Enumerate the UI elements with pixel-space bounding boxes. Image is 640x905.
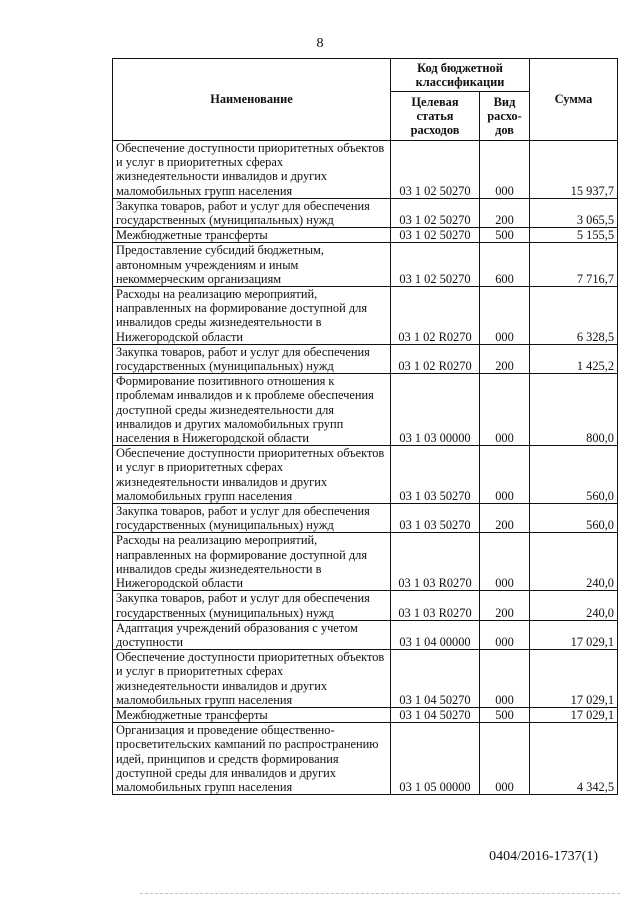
- table-row: [113, 228, 618, 243]
- row-sum: 7 716,7: [530, 243, 618, 287]
- table-row: [113, 198, 618, 227]
- row-name: Закупка товаров, работ и услуг для обеспечения государственных (муниципальных) нужд: [113, 504, 391, 533]
- row-target-article: 03 1 02 50270: [391, 198, 480, 227]
- row-sum: 17 029,1: [530, 650, 618, 708]
- header-target-article: Целевая статья расходов: [391, 92, 480, 141]
- row-name: Межбюджетные трансферты: [113, 228, 391, 243]
- row-expense-type: 600: [480, 243, 530, 287]
- row-expense-type: 500: [480, 228, 530, 243]
- row-expense-type: 000: [480, 374, 530, 446]
- table-header: [113, 59, 618, 141]
- row-name: Обеспечение доступности приоритетных объектов и услуг в приоритетных сферах жизнедеятельности инвалидов и других маломобильных групп населения: [113, 141, 391, 199]
- row-target-article: 03 1 03 R0270: [391, 533, 480, 591]
- row-expense-type: 500: [480, 707, 530, 722]
- header-code-group: Код бюджетной классификации: [391, 59, 530, 92]
- row-name: Формирование позитивного отношения к проблемам инвалидов и к проблеме обеспечения доступной среды жизнедеятельности для инвалидов и других маломобильных групп населения в Нижегородской области: [113, 374, 391, 446]
- table-row: [113, 374, 618, 446]
- row-sum: 1 425,2: [530, 344, 618, 373]
- row-sum: 15 937,7: [530, 141, 618, 199]
- row-name: Адаптация учреждений образования с учетом доступности: [113, 620, 391, 649]
- document-code: 0404/2016-1737(1): [489, 849, 598, 864]
- row-name: Закупка товаров, работ и услуг для обеспечения государственных (муниципальных) нужд: [113, 198, 391, 227]
- header-expense-type: Вид расхо-дов: [480, 92, 530, 141]
- row-target-article: 03 1 02 R0270: [391, 344, 480, 373]
- table-row: [113, 287, 618, 345]
- row-sum: 800,0: [530, 374, 618, 446]
- row-expense-type: 200: [480, 591, 530, 620]
- table-row: [113, 504, 618, 533]
- row-expense-type: 000: [480, 620, 530, 649]
- table-body: [113, 141, 618, 795]
- row-name: Расходы на реализацию мероприятий, направленных на формирование доступной для инвалидов среды жизнедеятельности в Нижегородской области: [113, 533, 391, 591]
- table-row: [113, 723, 618, 795]
- row-target-article: 03 1 04 00000: [391, 620, 480, 649]
- header-name: Наименование: [113, 59, 391, 141]
- row-target-article: 03 1 03 R0270: [391, 591, 480, 620]
- row-target-article: 03 1 03 50270: [391, 504, 480, 533]
- table-row: [113, 650, 618, 708]
- row-name: Обеспечение доступности приоритетных объектов и услуг в приоритетных сферах жизнедеятельности инвалидов и других маломобильных групп населения: [113, 650, 391, 708]
- row-target-article: 03 1 02 50270: [391, 228, 480, 243]
- row-target-article: 03 1 03 00000: [391, 374, 480, 446]
- row-sum: 5 155,5: [530, 228, 618, 243]
- header-row-1: [113, 59, 618, 92]
- table-row: [113, 591, 618, 620]
- row-sum: 3 065,5: [530, 198, 618, 227]
- header-sum: Сумма: [530, 59, 618, 141]
- row-name: Межбюджетные трансферты: [113, 707, 391, 722]
- row-expense-type: 000: [480, 723, 530, 795]
- row-name: Предоставление субсидий бюджетным, автономным учреждениям и иным некоммерческим организациям: [113, 243, 391, 287]
- row-expense-type: 000: [480, 141, 530, 199]
- row-target-article: 03 1 02 R0270: [391, 287, 480, 345]
- row-name: Обеспечение доступности приоритетных объектов и услуг в приоритетных сферах жизнедеятельности инвалидов и других маломобильных групп населения: [113, 446, 391, 504]
- row-sum: 240,0: [530, 533, 618, 591]
- row-sum: 4 342,5: [530, 723, 618, 795]
- row-target-article: 03 1 02 50270: [391, 243, 480, 287]
- table-row: [113, 141, 618, 199]
- budget-table: [112, 58, 618, 795]
- row-target-article: 03 1 02 50270: [391, 141, 480, 199]
- row-sum: 6 328,5: [530, 287, 618, 345]
- row-name: Расходы на реализацию мероприятий, направленных на формирование доступной для инвалидов среды жизнедеятельности в Нижегородской области: [113, 287, 391, 345]
- row-target-article: 03 1 05 00000: [391, 723, 480, 795]
- row-expense-type: 200: [480, 504, 530, 533]
- row-name: Организация и проведение общественно-просветительских кампаний по распространению идей, принципов и средств формирования доступной среды для инвалидов и других маломобильных групп населения: [113, 723, 391, 795]
- table-row: [113, 344, 618, 373]
- table-row: [113, 707, 618, 722]
- row-sum: 17 029,1: [530, 620, 618, 649]
- row-target-article: 03 1 04 50270: [391, 650, 480, 708]
- row-target-article: 03 1 04 50270: [391, 707, 480, 722]
- row-expense-type: 000: [480, 650, 530, 708]
- row-name: Закупка товаров, работ и услуг для обеспечения государственных (муниципальных) нужд: [113, 591, 391, 620]
- row-expense-type: 200: [480, 198, 530, 227]
- row-target-article: 03 1 03 50270: [391, 446, 480, 504]
- row-sum: 560,0: [530, 504, 618, 533]
- row-sum: 560,0: [530, 446, 618, 504]
- table-row: [113, 533, 618, 591]
- table-row: [113, 243, 618, 287]
- row-expense-type: 000: [480, 446, 530, 504]
- table-row: [113, 620, 618, 649]
- row-name: Закупка товаров, работ и услуг для обеспечения государственных (муниципальных) нужд: [113, 344, 391, 373]
- scan-edge-marks: [140, 893, 620, 896]
- row-sum: 17 029,1: [530, 707, 618, 722]
- row-sum: 240,0: [530, 591, 618, 620]
- row-expense-type: 000: [480, 287, 530, 345]
- row-expense-type: 200: [480, 344, 530, 373]
- row-expense-type: 000: [480, 533, 530, 591]
- page-number: 8: [316, 36, 324, 51]
- table-row: [113, 446, 618, 504]
